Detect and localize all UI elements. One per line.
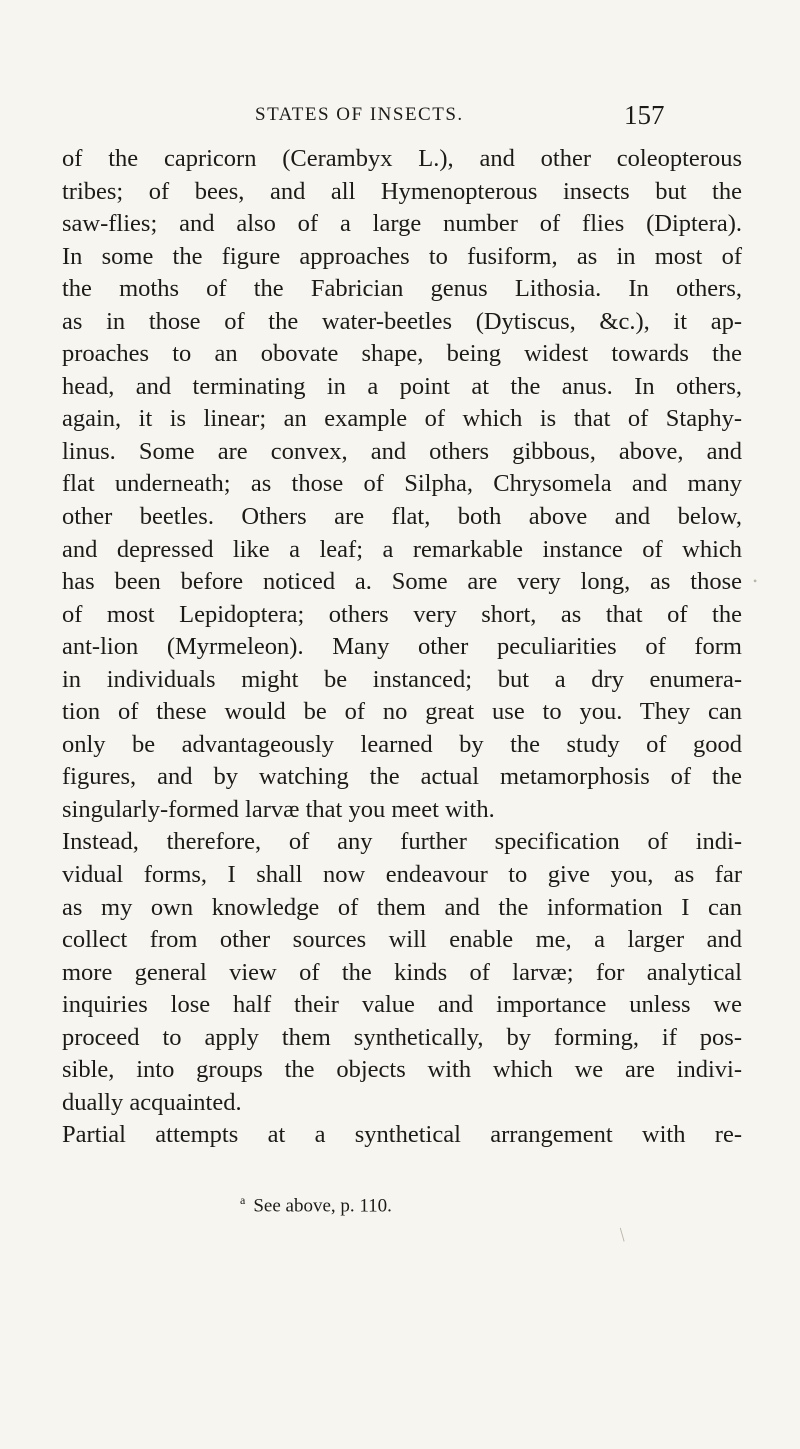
text-line: singularly-formed larvæ that you meet with. xyxy=(62,795,495,823)
text-line: flat underneath; as those of Silpha, Chrysomela and many xyxy=(62,470,742,498)
footnote-text: See above, p. 110. xyxy=(253,1195,392,1217)
paper-speck-mark: • xyxy=(753,574,758,588)
text-line: only be advantageously learned by the study of good xyxy=(62,730,742,758)
text-line: linus. Some are convex, and others gibbous, above, and xyxy=(62,437,742,465)
text-line: head, and terminating in a point at the anus. In others, xyxy=(62,372,742,400)
footnote-marker: a xyxy=(240,1193,246,1207)
text-line: tion of these would be of no great use to you. They can xyxy=(62,698,742,726)
text-line: vidual forms, I shall now endeavour to give you, as far xyxy=(62,861,742,889)
text-line: as in those of the water-beetles (Dytiscus, &c.), it ap- xyxy=(62,307,742,335)
text-line: in individuals might be instanced; but a dry enumera- xyxy=(62,665,742,693)
text-line: collect from other sources will enable me, a larger and xyxy=(62,926,742,954)
text-line: other beetles. Others are flat, both above and below, xyxy=(62,503,742,531)
text-line: again, it is linear; an example of which is that of Staphy- xyxy=(62,405,742,433)
text-line: figures, and by watching the actual metamorphosis of the xyxy=(62,763,742,791)
text-line: as my own knowledge of them and the information I can xyxy=(62,893,742,921)
text-line: Partial attempts at a synthetical arrangement with re- xyxy=(62,1121,742,1149)
running-head: STATES OF INSECTS. xyxy=(255,104,464,125)
text-line: of most Lepidoptera; others very short, as that of the xyxy=(62,600,742,628)
text-line: dually acquainted. xyxy=(62,1088,242,1116)
text-line: has been before noticed a. Some are very long, as those xyxy=(62,568,742,596)
text-line: proceed to apply them synthetically, by forming, if pos- xyxy=(62,1023,742,1051)
text-line: tribes; of bees, and all Hymenopterous insects but the xyxy=(62,177,742,205)
text-line: proaches to an obovate shape, being widest towards the xyxy=(62,340,742,368)
body-text xyxy=(62,143,742,1152)
text-line: of the capricorn (Cerambyx L.), and other coleopterous xyxy=(62,145,742,172)
page-number: 157 xyxy=(624,100,665,130)
text-line: In some the figure approaches to fusiform, as in most of xyxy=(62,242,742,270)
text-line: ant-lion (Myrmeleon). Many other peculiarities of form xyxy=(62,633,742,661)
text-line: Instead, therefore, of any further specification of indi- xyxy=(62,828,742,856)
footnote xyxy=(240,1193,392,1217)
text-line: inquiries lose half their value and importance unless we xyxy=(62,991,742,1019)
text-line: more general view of the kinds of larvæ; for analytical xyxy=(62,958,742,986)
paper-stroke-mark: / xyxy=(613,1224,632,1246)
text-line: sible, into groups the objects with which we are indivi- xyxy=(62,1056,742,1084)
text-line: the moths of the Fabrician genus Lithosia. In others, xyxy=(62,275,742,303)
text-line: and depressed like a leaf; a remarkable instance of which xyxy=(62,535,742,563)
text-line: saw-flies; and also of a large number of flies (Diptera). xyxy=(62,210,742,238)
page-header xyxy=(0,100,800,134)
